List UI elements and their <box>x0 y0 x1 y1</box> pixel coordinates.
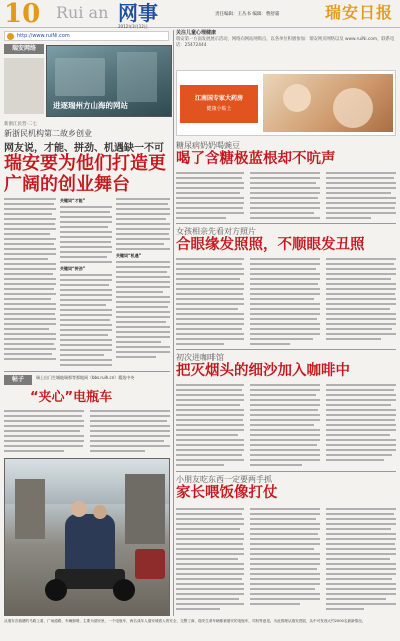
article2-subtitle: 女孩相亲先看对方照片 <box>176 227 256 236</box>
section-divider-3 <box>176 471 396 472</box>
ad-body: 瑞安第一方面发展展示活动，网络向网站网购点，以各单位积极参加：瑞安网页网络以及 www.ruiNi.com，联系电话：25472444 <box>176 37 395 48</box>
article1-body <box>176 172 396 222</box>
section2-title: “夹心”电瓶车 <box>30 390 113 405</box>
banner-photo <box>46 45 172 117</box>
article-title-red: 瑞安要为他们打造更广阔的创业舞台 <box>4 153 166 195</box>
photo-caption: 从瑞安各瑞塘的马路上看，广场道路、车辆拥堵，主要为瑞安里，一个电瓶车，两名成年人瑞安城看人的安全，交警工商，瑞安生命车辆都被瑞安的电瓶车，司机等意见。为此管理从瑞安进展，从中可发现大约2000名最新情况。 <box>4 619 366 623</box>
health-box <box>176 70 396 136</box>
article-subtitle: 新浙民机构第二故乡创业 <box>4 129 92 138</box>
health-box-label: 江南国专家大药房 健康小贴士 <box>180 85 258 123</box>
article4-subtitle: 小朋友吃东西一定要两手抓 <box>176 475 272 484</box>
kicker: 新浙江民营·二七 <box>4 122 37 127</box>
article1-subtitle: 糖尿病奶奶喝豌豆 <box>176 141 240 150</box>
article2-body <box>176 258 396 350</box>
date-line: 2012年3月12日 <box>118 24 148 29</box>
article4-title: 家长喂饭像打仗 <box>176 485 278 501</box>
section2-note: 瑞上出门生城地瑞那等那地网（bbs.ruih.cn）精选中央 <box>36 375 135 380</box>
site-header-bar <box>4 31 169 41</box>
header-label: 瑞安网络 <box>4 44 44 54</box>
ad-text <box>176 30 396 66</box>
column-divider <box>173 30 174 616</box>
left-body-text <box>4 198 170 366</box>
page-number: 10 <box>4 0 41 29</box>
banner-text: 进逐瑞州方山海的网站 <box>53 101 128 110</box>
brand-logo: 瑞安日报 <box>325 3 394 22</box>
article-title-line1: 网友说，才能、拼劲、机遇缺一不可 <box>4 143 164 154</box>
para-head-1: 关键词“才能” <box>60 198 86 203</box>
street-photo <box>4 458 170 616</box>
section-divider-1 <box>176 223 396 224</box>
article3-body <box>176 384 396 472</box>
article3-title: 把灭烟头的细沙加入咖啡中 <box>176 363 350 379</box>
section2-tag: 帖子 <box>4 375 32 385</box>
section2-text <box>4 410 170 460</box>
para-head-2: 关键词“拼劲” <box>60 266 86 271</box>
site-url[interactable]: http://www.ruiNi.com <box>17 33 70 39</box>
ad-title: 关注儿童心理健康 <box>176 30 217 36</box>
globe-icon <box>7 33 14 40</box>
section-divider-2 <box>176 349 396 350</box>
health-photo <box>263 74 393 132</box>
article3-subtitle: 初次进咖啡馆 <box>176 353 224 362</box>
para-head-3: 关键词“机遇” <box>116 253 142 258</box>
section-title: 网事 <box>118 1 158 25</box>
section-divider-left <box>4 371 170 372</box>
section-en-label: Rui an <box>56 3 109 22</box>
editors-line: 责任编辑：王丛书 编辑：曹舒霜 <box>215 12 280 17</box>
article1-title: 喝了含糖极蓝根却不吭声 <box>176 151 336 167</box>
article2-title: 合眼缘发照照，不顺眼发丑照 <box>176 237 365 253</box>
article4-body <box>176 508 396 614</box>
masthead <box>0 0 400 28</box>
